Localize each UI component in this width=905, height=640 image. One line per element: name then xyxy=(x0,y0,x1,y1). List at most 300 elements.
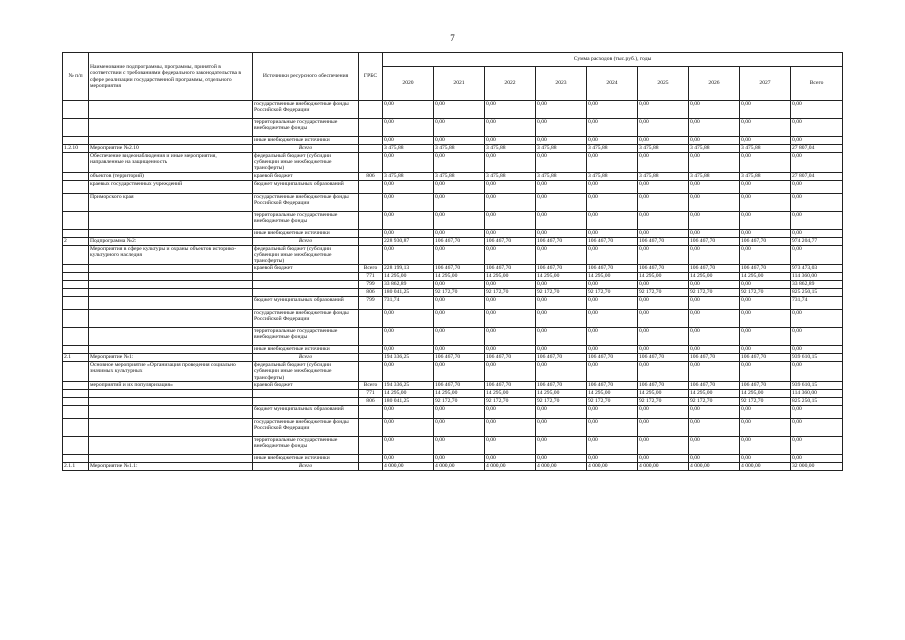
row-value: 0,00 xyxy=(587,436,638,454)
budget-table xyxy=(62,52,843,471)
row-num xyxy=(63,245,89,265)
row-value: 0,00 xyxy=(689,328,740,346)
row-value: 0,00 xyxy=(485,362,536,382)
row-value: 92 172,70 xyxy=(587,397,638,405)
row-value: 106 467,70 xyxy=(689,265,740,273)
row-source: Всего xyxy=(253,237,359,245)
row-value: 0,00 xyxy=(587,153,638,173)
row-source: краевой бюджет xyxy=(253,265,359,273)
row-grbs xyxy=(359,436,383,454)
row-value: 180 041,25 xyxy=(383,397,434,405)
row-value: 0,00 xyxy=(638,454,689,462)
row-value: 106 467,70 xyxy=(434,265,485,273)
header-year-5: 2025 xyxy=(638,67,689,101)
row-value: 939 610,15 xyxy=(791,354,843,362)
page-number: 7 xyxy=(450,33,455,43)
row-value: 14 295,00 xyxy=(638,389,689,397)
row-name: Мероприятие №1.1: xyxy=(89,462,253,470)
row-value: 0,00 xyxy=(740,405,791,418)
row-source: бюджет муниципальных образований xyxy=(253,180,359,193)
row-grbs xyxy=(359,237,383,245)
row-source: краевой бюджет xyxy=(253,172,359,180)
row-num xyxy=(63,405,89,418)
row-grbs: 799 xyxy=(359,281,383,289)
row-num xyxy=(63,281,89,289)
table-row xyxy=(63,145,843,153)
row-name xyxy=(89,389,253,397)
row-name: Мероприятия в сфере культуры и охраны объектов историко-культурного наследия xyxy=(89,245,253,265)
row-value: 0,00 xyxy=(791,229,843,237)
row-value: 0,00 xyxy=(638,137,689,145)
row-value: 106 467,70 xyxy=(638,354,689,362)
row-name xyxy=(89,346,253,354)
row-value: 0,00 xyxy=(638,405,689,418)
row-value: 0,00 xyxy=(689,180,740,193)
row-num xyxy=(63,436,89,454)
row-value: 0,00 xyxy=(434,137,485,145)
row-value: 4 000,00 xyxy=(536,462,587,470)
row-value: 0,00 xyxy=(536,119,587,137)
row-value: 106 467,70 xyxy=(587,237,638,245)
table-row xyxy=(63,389,843,397)
row-grbs: 771 xyxy=(359,389,383,397)
row-grbs: 806 xyxy=(359,172,383,180)
row-value: 92 172,70 xyxy=(485,397,536,405)
row-value: 0,00 xyxy=(638,281,689,289)
row-source: иные внебюджетные источники xyxy=(253,346,359,354)
row-value: 194 336,25 xyxy=(383,381,434,389)
row-grbs: 771 xyxy=(359,273,383,281)
row-value: 0,00 xyxy=(689,229,740,237)
row-value: 228 199,13 xyxy=(383,265,434,273)
row-name: Мероприятие №1: xyxy=(89,354,253,362)
row-value: 0,00 xyxy=(587,180,638,193)
row-num xyxy=(63,101,89,119)
row-value: 0,00 xyxy=(587,328,638,346)
row-grbs xyxy=(359,119,383,137)
row-value: 0,00 xyxy=(638,362,689,382)
row-value: 106 467,70 xyxy=(536,354,587,362)
table-row xyxy=(63,265,843,273)
row-value: 0,00 xyxy=(740,153,791,173)
row-value: 0,00 xyxy=(638,211,689,229)
row-value: 0,00 xyxy=(587,245,638,265)
row-value: 0,00 xyxy=(638,436,689,454)
row-value: 0,00 xyxy=(638,101,689,119)
row-value: 106 467,70 xyxy=(638,381,689,389)
row-value: 0,00 xyxy=(536,229,587,237)
row-grbs xyxy=(359,462,383,470)
row-num xyxy=(63,328,89,346)
row-value: 106 467,70 xyxy=(638,265,689,273)
header-year-6: 2026 xyxy=(689,67,740,101)
row-value: 4 000,00 xyxy=(485,462,536,470)
row-grbs xyxy=(359,101,383,119)
row-value: 27 807,04 xyxy=(791,172,843,180)
row-source: иные внебюджетные источники xyxy=(253,137,359,145)
row-num xyxy=(63,389,89,397)
table-row xyxy=(63,273,843,281)
row-value: 32 000,00 xyxy=(791,462,843,470)
row-value: 0,00 xyxy=(791,119,843,137)
row-name xyxy=(89,137,253,145)
row-value: 106 467,70 xyxy=(587,265,638,273)
row-value: 106 467,70 xyxy=(689,381,740,389)
row-name xyxy=(89,289,253,297)
row-value: 3 475,88 xyxy=(485,145,536,153)
row-value: 0,00 xyxy=(485,101,536,119)
row-source xyxy=(253,289,359,297)
row-source xyxy=(253,281,359,289)
row-source: иные внебюджетные источники xyxy=(253,454,359,462)
table-row xyxy=(63,281,843,289)
row-value: 0,00 xyxy=(638,153,689,173)
row-value: 0,00 xyxy=(587,454,638,462)
row-value: 3 475,88 xyxy=(383,145,434,153)
row-value: 0,00 xyxy=(383,193,434,211)
row-value: 0,00 xyxy=(536,436,587,454)
row-value: 0,00 xyxy=(740,119,791,137)
row-value: 0,00 xyxy=(434,418,485,436)
row-value: 973 473,03 xyxy=(791,265,843,273)
row-name xyxy=(89,328,253,346)
row-grbs xyxy=(359,145,383,153)
row-value: 14 295,00 xyxy=(587,389,638,397)
row-num: 1.2.10 xyxy=(63,145,89,153)
row-value: 4 000,00 xyxy=(689,462,740,470)
row-value: 0,00 xyxy=(434,405,485,418)
row-value: 106 467,70 xyxy=(434,237,485,245)
table-row xyxy=(63,362,843,382)
row-value: 3 475,88 xyxy=(434,145,485,153)
row-name xyxy=(89,265,253,273)
row-value: 0,00 xyxy=(689,119,740,137)
row-value: 14 295,00 xyxy=(638,273,689,281)
row-name xyxy=(89,281,253,289)
row-value: 0,00 xyxy=(587,310,638,328)
row-value: 0,00 xyxy=(638,245,689,265)
row-value: 0,00 xyxy=(536,180,587,193)
row-grbs xyxy=(359,310,383,328)
table-row xyxy=(63,137,843,145)
row-value: 0,00 xyxy=(740,229,791,237)
row-value: 0,00 xyxy=(740,454,791,462)
row-value: 0,00 xyxy=(740,180,791,193)
row-value: 0,00 xyxy=(485,119,536,137)
row-grbs xyxy=(359,229,383,237)
row-value: 0,00 xyxy=(638,328,689,346)
row-value: 14 295,00 xyxy=(740,273,791,281)
header-source: Источники ресурсного обеспечения xyxy=(253,53,359,101)
row-value: 0,00 xyxy=(791,328,843,346)
row-value: 0,00 xyxy=(638,310,689,328)
row-source: федеральный бюджет (субсидии субвенции иные межбюджетные трансферты) xyxy=(253,245,359,265)
row-value: 0,00 xyxy=(485,297,536,310)
row-value: 0,00 xyxy=(434,153,485,173)
row-num: 2.1 xyxy=(63,354,89,362)
row-value: 0,00 xyxy=(740,418,791,436)
row-value: 0,00 xyxy=(587,101,638,119)
header-year-7: 2027 xyxy=(740,67,791,101)
row-value: 825 250,15 xyxy=(791,397,843,405)
row-value: 114 360,00 xyxy=(791,389,843,397)
row-name: Мероприятие №2.10 xyxy=(89,145,253,153)
row-value: 0,00 xyxy=(689,101,740,119)
row-num xyxy=(63,211,89,229)
row-value: 0,00 xyxy=(638,297,689,310)
row-value: 0,00 xyxy=(638,346,689,354)
row-value: 0,00 xyxy=(587,229,638,237)
row-value: 4 000,00 xyxy=(434,462,485,470)
row-value: 3 475,88 xyxy=(740,172,791,180)
row-value: 0,00 xyxy=(536,137,587,145)
row-grbs xyxy=(359,193,383,211)
row-grbs xyxy=(359,180,383,193)
row-value: 14 295,00 xyxy=(689,389,740,397)
row-value: 0,00 xyxy=(689,153,740,173)
row-name xyxy=(89,273,253,281)
row-source: территориальные государственные внебюджетные фонды xyxy=(253,436,359,454)
row-value: 0,00 xyxy=(536,297,587,310)
row-name: Подпрограмма №2: xyxy=(89,237,253,245)
row-source: территориальные государственные внебюджетные фонды xyxy=(253,211,359,229)
row-source: федеральный бюджет (субсидии субвенции иные межбюджетные трансферты) xyxy=(253,362,359,382)
table-row xyxy=(63,397,843,405)
row-value: 0,00 xyxy=(740,101,791,119)
row-value: 92 172,70 xyxy=(740,289,791,297)
row-value: 0,00 xyxy=(536,418,587,436)
row-value: 106 467,70 xyxy=(740,265,791,273)
row-num xyxy=(63,193,89,211)
row-value: 0,00 xyxy=(485,180,536,193)
row-name: объектов (территорий) xyxy=(89,172,253,180)
row-value: 0,00 xyxy=(536,245,587,265)
row-value: 0,00 xyxy=(587,137,638,145)
row-value: 106 467,70 xyxy=(740,381,791,389)
row-value: 0,00 xyxy=(485,454,536,462)
row-value: 0,00 xyxy=(485,137,536,145)
row-source: Всего xyxy=(253,462,359,470)
row-value: 0,00 xyxy=(689,436,740,454)
row-value: 0,00 xyxy=(689,454,740,462)
row-value: 0,00 xyxy=(383,119,434,137)
row-value: 0,00 xyxy=(383,418,434,436)
row-name: Основное мероприятие «Организация проведения социально значимых культурных xyxy=(89,362,253,382)
row-value: 3 475,88 xyxy=(485,172,536,180)
row-value: 106 467,70 xyxy=(689,237,740,245)
row-name: мероприятий и их популяризация» xyxy=(89,381,253,389)
row-grbs xyxy=(359,137,383,145)
row-grbs xyxy=(359,211,383,229)
row-value: 92 172,70 xyxy=(638,397,689,405)
row-num xyxy=(63,310,89,328)
row-value: 0,00 xyxy=(536,193,587,211)
row-value: 0,00 xyxy=(587,281,638,289)
row-value: 0,00 xyxy=(434,310,485,328)
row-value: 14 295,00 xyxy=(740,389,791,397)
row-num: 2 xyxy=(63,237,89,245)
table-row xyxy=(63,211,843,229)
row-value: 0,00 xyxy=(383,362,434,382)
row-value: 106 467,70 xyxy=(740,237,791,245)
row-value: 0,00 xyxy=(791,454,843,462)
row-grbs xyxy=(359,245,383,265)
row-name xyxy=(89,119,253,137)
row-source: федеральный бюджет (субсидии субвенции иные межбюджетные трансферты) xyxy=(253,153,359,173)
row-value: 92 172,70 xyxy=(434,397,485,405)
row-value: 14 295,00 xyxy=(485,389,536,397)
row-value: 106 467,70 xyxy=(485,265,536,273)
row-value: 14 295,00 xyxy=(536,389,587,397)
row-value: 0,00 xyxy=(434,180,485,193)
row-value: 0,00 xyxy=(485,211,536,229)
row-value: 3 475,88 xyxy=(383,172,434,180)
row-value: 106 467,70 xyxy=(434,381,485,389)
row-value: 0,00 xyxy=(791,101,843,119)
row-value: 3 475,88 xyxy=(689,172,740,180)
header-year-4: 2024 xyxy=(587,67,638,101)
row-value: 4 000,00 xyxy=(638,462,689,470)
row-grbs xyxy=(359,405,383,418)
row-value: 0,00 xyxy=(740,328,791,346)
row-value: 180 041,25 xyxy=(383,289,434,297)
row-value: 0,00 xyxy=(536,346,587,354)
row-grbs: 806 xyxy=(359,289,383,297)
row-grbs xyxy=(359,454,383,462)
table-row xyxy=(63,462,843,470)
row-value: 3 475,88 xyxy=(638,145,689,153)
row-value: 106 467,70 xyxy=(689,354,740,362)
row-source: государственные внебюджетные фонды Российской Федерации xyxy=(253,418,359,436)
row-value: 0,00 xyxy=(740,346,791,354)
row-value: 4 000,00 xyxy=(587,462,638,470)
row-value: 0,00 xyxy=(434,193,485,211)
table-row xyxy=(63,245,843,265)
table-row xyxy=(63,180,843,193)
table-row xyxy=(63,328,843,346)
row-value: 0,00 xyxy=(383,245,434,265)
row-value: 0,00 xyxy=(587,346,638,354)
row-name: Приморского края xyxy=(89,193,253,211)
row-value: 92 172,70 xyxy=(536,289,587,297)
row-name xyxy=(89,310,253,328)
row-value: 0,00 xyxy=(791,193,843,211)
row-value: 92 172,70 xyxy=(587,289,638,297)
row-value: 0,00 xyxy=(434,436,485,454)
row-value: 14 295,00 xyxy=(383,389,434,397)
row-name xyxy=(89,229,253,237)
row-value: 0,00 xyxy=(740,281,791,289)
table-row xyxy=(63,310,843,328)
row-value: 0,00 xyxy=(791,346,843,354)
row-value: 14 295,00 xyxy=(383,273,434,281)
row-num xyxy=(63,381,89,389)
row-value: 106 467,70 xyxy=(536,265,587,273)
row-value: 106 467,70 xyxy=(740,354,791,362)
row-value: 14 295,00 xyxy=(536,273,587,281)
row-source xyxy=(253,389,359,397)
row-value: 228 930,87 xyxy=(383,237,434,245)
row-num xyxy=(63,153,89,173)
row-value: 106 467,70 xyxy=(536,237,587,245)
row-value: 731,74 xyxy=(383,297,434,310)
row-value: 0,00 xyxy=(383,328,434,346)
row-value: 3 475,88 xyxy=(587,145,638,153)
row-value: 0,00 xyxy=(485,153,536,173)
table-row xyxy=(63,119,843,137)
row-grbs xyxy=(359,328,383,346)
row-value: 0,00 xyxy=(689,418,740,436)
row-name xyxy=(89,454,253,462)
row-source: государственные внебюджетные фонды Российской Федерации xyxy=(253,193,359,211)
row-value: 0,00 xyxy=(434,362,485,382)
row-value: 106 467,70 xyxy=(638,237,689,245)
row-value: 0,00 xyxy=(434,454,485,462)
row-num xyxy=(63,454,89,462)
row-name xyxy=(89,297,253,310)
row-num xyxy=(63,119,89,137)
row-grbs: Всего xyxy=(359,265,383,273)
table-row xyxy=(63,354,843,362)
row-value: 0,00 xyxy=(791,310,843,328)
row-value: 0,00 xyxy=(689,245,740,265)
row-value: 825 250,15 xyxy=(791,289,843,297)
row-value: 0,00 xyxy=(434,245,485,265)
row-value: 33 862,89 xyxy=(791,281,843,289)
table-row xyxy=(63,101,843,119)
row-value: 3 475,88 xyxy=(638,172,689,180)
row-value: 92 172,70 xyxy=(638,289,689,297)
header-sum: Сумма расходов (тыс.руб.), годы xyxy=(383,53,843,67)
row-num: 2.1.1 xyxy=(63,462,89,470)
row-num xyxy=(63,346,89,354)
row-value: 0,00 xyxy=(791,418,843,436)
row-value: 0,00 xyxy=(791,436,843,454)
row-value: 3 475,88 xyxy=(689,145,740,153)
row-value: 0,00 xyxy=(383,180,434,193)
header-year-0: 2020 xyxy=(383,67,434,101)
row-value: 0,00 xyxy=(689,310,740,328)
row-value: 939 610,15 xyxy=(791,381,843,389)
row-value: 0,00 xyxy=(536,454,587,462)
table-row xyxy=(63,172,843,180)
table-row xyxy=(63,237,843,245)
row-value: 0,00 xyxy=(536,328,587,346)
row-value: 0,00 xyxy=(638,418,689,436)
row-value: 92 172,70 xyxy=(740,397,791,405)
row-value: 974 204,77 xyxy=(791,237,843,245)
row-value: 0,00 xyxy=(791,153,843,173)
row-value: 0,00 xyxy=(485,328,536,346)
table-row xyxy=(63,193,843,211)
header-year-3: 2023 xyxy=(536,67,587,101)
row-value: 0,00 xyxy=(689,211,740,229)
row-value: 0,00 xyxy=(689,297,740,310)
row-value: 0,00 xyxy=(383,436,434,454)
row-value: 731,74 xyxy=(791,297,843,310)
row-value: 4 000,00 xyxy=(740,462,791,470)
row-num xyxy=(63,418,89,436)
row-num xyxy=(63,137,89,145)
row-value: 92 172,70 xyxy=(689,397,740,405)
row-value: 0,00 xyxy=(791,245,843,265)
row-grbs xyxy=(359,362,383,382)
row-value: 0,00 xyxy=(791,211,843,229)
row-name xyxy=(89,418,253,436)
row-value: 106 467,70 xyxy=(485,381,536,389)
row-value: 3 475,88 xyxy=(434,172,485,180)
row-source: иные внебюджетные источники xyxy=(253,229,359,237)
